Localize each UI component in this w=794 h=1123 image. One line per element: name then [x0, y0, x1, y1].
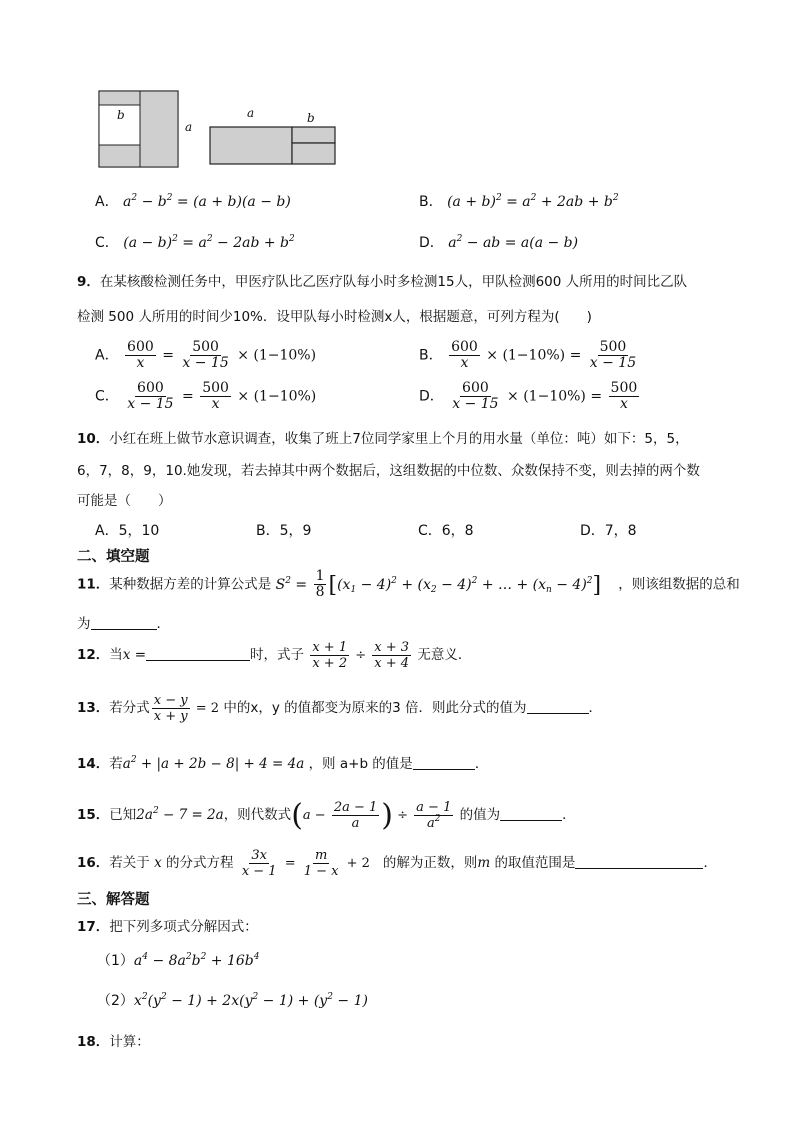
q8-option-a-label: A．: [95, 194, 119, 210]
q9-c-pct: (1−10%): [253, 388, 317, 405]
q9-a-pct: (1−10%): [253, 347, 317, 364]
q12-line: 12．当x = 时，式子 $\frac{x + 1}{x + 2}$ ÷ $\frac{x + 3}{x + 4}$ 无意义．: [77, 640, 472, 671]
q15-given: $2a^2 - 7 = 2a$: [136, 806, 224, 823]
q14-answer-blank[interactable]: [413, 756, 475, 770]
q16-mid: 的分式方程: [166, 855, 234, 871]
q9-d-num1: 600: [462, 380, 489, 396]
right-gray-rect-b-top: [292, 127, 335, 143]
q11-answer-blank[interactable]: [91, 616, 157, 630]
q17-part1: [97, 950, 260, 970]
q11-line2: [77, 612, 170, 632]
q17-part1-label: （1）: [97, 953, 134, 969]
q10-line2: 6，7，8，9，10.她发现，若去掉其中两个数据后，这组数据的中位数、众数保持不变，则去掉的两个数: [77, 463, 700, 479]
q10-option-c[interactable]: C．6，8: [418, 523, 474, 539]
q9-a-num1: 600: [127, 339, 154, 355]
q8-option-a-formula: $a^2 - b^2 = (a + b)(a - b)$: [123, 193, 291, 210]
section-solve-heading: 三、解答题: [77, 892, 150, 908]
q15-pre: 已知: [109, 807, 137, 823]
q9-line2: 检测 500 人所用的时间少10%．设甲队每小时检测x人，根据题意，可列方程为( ): [77, 309, 592, 325]
section-fill-in-heading: 二、填空题: [77, 549, 150, 565]
q12-formula: $\frac{x + 1}{x + 2}$ ÷ $\frac{x + 3}{x + 4}$: [312, 640, 410, 671]
q9-option-d-label: D．: [419, 388, 444, 405]
q9-stem-line1: [77, 270, 687, 290]
q14-line: [77, 752, 488, 772]
q14-number: 14．: [77, 756, 110, 772]
figure-label-b-top: b: [307, 111, 315, 125]
q9-line1: 在某核酸检测任务中，甲医疗队比乙医疗队每小时多检测15人，甲队检测600 人所用的时间比乙队: [99, 274, 688, 290]
q16-end: ．: [703, 855, 717, 871]
right-gray-rect-a: [210, 127, 292, 164]
q14-mid: ，则 a+b 的值是: [308, 756, 413, 772]
q8-option-b-label: B．: [419, 194, 443, 210]
q10-option-a[interactable]: A．5，10: [95, 523, 160, 539]
q8-option-d[interactable]: [419, 232, 578, 252]
q9-option-b-label: B．: [419, 347, 443, 364]
q9-b-pct: (1−10%): [502, 347, 566, 364]
q16-pre: 若关于: [109, 855, 150, 871]
q10-number: 10．: [77, 431, 110, 447]
q17-part2-formula: $x^2(y^2 - 1) + 2x(y^2 - 1) + (y^2 - 1)$: [133, 992, 368, 1009]
q14-pre: 若: [109, 756, 123, 772]
q10-line3: 可能是（ ）: [77, 493, 172, 509]
q15-line: [77, 798, 576, 833]
q16-formula: $\frac{3x}{x - 1}$ = $\frac{m}{1 - x}$ + 2: [241, 848, 370, 879]
q15-end: ．: [562, 807, 576, 823]
q11-line1: [77, 569, 740, 600]
q8-option-c[interactable]: [95, 232, 295, 252]
left-gray-bottom: [99, 145, 140, 167]
q9-d-pct: (1−10%): [523, 388, 586, 405]
q15-post: 的值为: [459, 807, 501, 823]
q10-option-b[interactable]: B．5，9: [256, 523, 312, 539]
q17-part2-label: （2）: [97, 993, 134, 1009]
q9-option-c-label: C．: [95, 388, 119, 405]
q8-option-b-formula: $(a + b)^2 = a^2 + 2ab + b^2$: [447, 193, 619, 210]
q9-b-num1: 600: [451, 339, 478, 355]
q16-number: 16．: [77, 855, 110, 871]
q9-option-c[interactable]: C． $\frac{600}{x - 15}$ = $\frac{500}{x}$ × (1−10%): [95, 380, 317, 412]
q11-number: 11．: [77, 576, 110, 593]
q9-d-num2: 500: [610, 380, 638, 396]
q15-answer-blank[interactable]: [500, 807, 562, 821]
q14-formula: $a^2 + |a + 2b - 8| + 4 = 4a$: [122, 755, 305, 772]
q17-part1-formula: $a^4 - 8a^2b^2 + 16b^4$: [133, 952, 260, 969]
q10-line1: 小红在班上做节水意识调查，收集了班上7位同学家里上个月的用水量（单位：吨）如下：5，5，: [109, 431, 689, 447]
q9-c-num1: 600: [137, 380, 164, 396]
q8-option-c-formula: $(a - b)^2 = a^2 - 2ab + b^2$: [123, 234, 295, 251]
q17-line: [77, 915, 258, 935]
q12-number: 12．: [77, 647, 110, 663]
q15-number: 15．: [77, 807, 110, 823]
q13-number: 13．: [77, 700, 110, 716]
q12-mid: 时，式子: [250, 647, 305, 663]
q12-pre: 当: [109, 647, 123, 663]
q15-mid: ，则代数式: [223, 807, 292, 823]
figure-label-a-top: a: [247, 106, 255, 120]
left-gray-right: [140, 91, 178, 167]
right-gray-rect-b-bottom: [292, 143, 335, 164]
q16-line: 16．若关于 x 的分式方程 $\frac{3x}{x - 1}$ = $\frac{m}{1 - x}$ + 2 的解为正数，则m 的取值范围是 ．: [77, 848, 717, 879]
q14-end: ．: [474, 756, 489, 772]
q12-answer-blank[interactable]: [146, 647, 250, 661]
left-gray-top: [99, 91, 140, 105]
q8-option-d-formula: $a^2$ − ab = a(a − b): [448, 234, 579, 251]
q8-option-d-label: D．: [419, 235, 444, 251]
q9-option-b[interactable]: B． $\frac{600}{x}$ × (1−10%) = $\frac{500}{x - 15}$: [419, 339, 637, 371]
q8-option-b[interactable]: [419, 191, 619, 211]
q9-option-a-label: A．: [95, 347, 119, 364]
figure-label-b-inner: b: [117, 108, 125, 122]
q9-a-num2: 500: [192, 339, 219, 355]
q17-number: 17．: [77, 919, 110, 935]
q18-number: 18．: [77, 1034, 110, 1050]
q16-post: 的解为正数，则: [382, 855, 478, 871]
q9-c-num2: 500: [202, 380, 229, 396]
q9-b-num2: 500: [599, 339, 627, 355]
q8-option-c-label: C．: [95, 235, 119, 251]
q16-answer-blank[interactable]: [575, 855, 703, 869]
q13-line: [77, 693, 602, 724]
q15-formula: (a − $\frac{2a - 1}{a}$ ) ÷ $\frac{a - 1}{a^2}$: [291, 798, 452, 833]
q8-option-a[interactable]: [95, 191, 291, 211]
q16-post2: 的取值范围是: [494, 855, 576, 871]
q9-option-d[interactable]: D． $\frac{600}{x - 15}$ × (1−10%) = $\frac{500}{x}$: [419, 380, 638, 412]
q17-part2: [97, 990, 368, 1010]
q13-mid: 中的x，y 的值都变为原来的3 倍．则此分式的值为: [223, 700, 527, 716]
q13-answer-blank[interactable]: [527, 700, 589, 714]
q11-line2-text: 为: [77, 616, 91, 632]
q17-text: 把下列多项式分解因式：: [109, 919, 258, 935]
q11-end: ．: [156, 616, 170, 632]
q18-line: [77, 1030, 150, 1050]
q11-post: ，则该组数据的总和: [618, 576, 740, 593]
q11-formula: $S^2$ = $\frac{1}{8}$ [$(x_1 - 4)^2 + (x_2 - 4)^2$ + … + $(x_n - 4)^2$]: [275, 568, 602, 600]
q11-pre: 某种数据方差的计算公式是: [109, 576, 272, 593]
q10-option-d[interactable]: D．7，8: [580, 523, 637, 539]
geometry-figure: [96, 86, 346, 172]
q9-number: 9．: [77, 274, 100, 290]
q13-pre: 若分式: [109, 700, 150, 716]
figure-label-a-side: a: [185, 120, 193, 134]
q13-end: ．: [588, 700, 603, 716]
q12-post: 无意义．: [417, 647, 472, 663]
q10-stem-line1: [77, 427, 689, 447]
q13-formula: $\frac{x - y}{x + y}$ = 2: [153, 693, 220, 724]
q18-text: 计算：: [109, 1034, 150, 1050]
q9-option-a[interactable]: A． $\frac{600}{x}$ = $\frac{500}{x - 15}$ × (1−10%): [95, 339, 317, 371]
